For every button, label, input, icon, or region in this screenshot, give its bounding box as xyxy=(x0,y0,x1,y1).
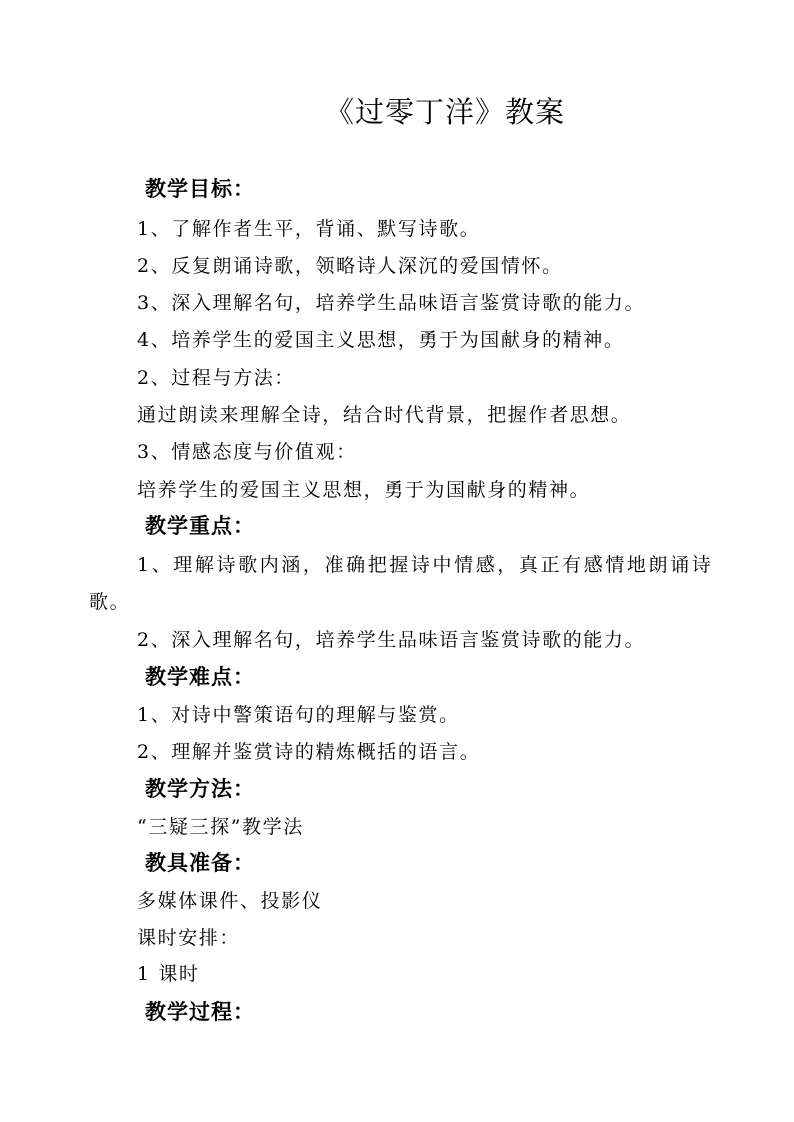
objective-item-3: 3、深入理解名句，培养学生品味语言鉴赏诗歌的能力。 xyxy=(137,292,646,314)
schedule-text: 1 课时 xyxy=(137,963,200,985)
key-point-item-2: 2、深入理解名句，培养学生品味语言鉴赏诗歌的能力。 xyxy=(137,629,646,651)
objective-item-1: 1、了解作者生平，背诵、默写诗歌。 xyxy=(137,218,481,240)
process-heading: 教学过程： xyxy=(145,999,255,1024)
key-point-item-1-line-2: 歌。 xyxy=(89,591,131,613)
methods-text: “三疑三探”教学法 xyxy=(137,816,304,838)
key-points-heading: 教学重点： xyxy=(145,513,255,538)
schedule-label: 课时安排： xyxy=(137,927,241,949)
process-method-text: 通过朗读来理解全诗，结合时代背景，把握作者思想。 xyxy=(137,404,632,426)
tools-heading: 教具准备： xyxy=(145,850,255,875)
difficulty-item-2: 2、理解并鉴赏诗的精炼概括的语言。 xyxy=(137,741,481,763)
tools-text: 多媒体课件、投影仪 xyxy=(137,890,323,912)
objective-item-4: 4、培养学生的爱国主义思想，勇于为国献身的精神。 xyxy=(137,329,625,351)
attitude-value-text: 培养学生的爱国主义思想，勇于为国献身的精神。 xyxy=(137,479,591,501)
difficulties-heading: 教学难点： xyxy=(145,664,255,689)
key-point-item-1-line-1: 1、理解诗歌内涵，准确把握诗中情感，真正有感情地朗诵诗 xyxy=(137,554,714,576)
attitude-value-label: 3、情感态度与价值观： xyxy=(137,441,357,463)
objective-item-2: 2、反复朗诵诗歌，领略诗人深沉的爱国情怀。 xyxy=(137,255,563,277)
difficulty-item-1: 1、对诗中警策语句的理解与鉴赏。 xyxy=(137,704,460,726)
process-method-label: 2、过程与方法： xyxy=(137,367,295,389)
methods-heading: 教学方法： xyxy=(145,776,255,801)
objectives-heading: 教学目标： xyxy=(145,176,255,201)
document-title: 《过零丁洋》教案 xyxy=(324,95,565,129)
